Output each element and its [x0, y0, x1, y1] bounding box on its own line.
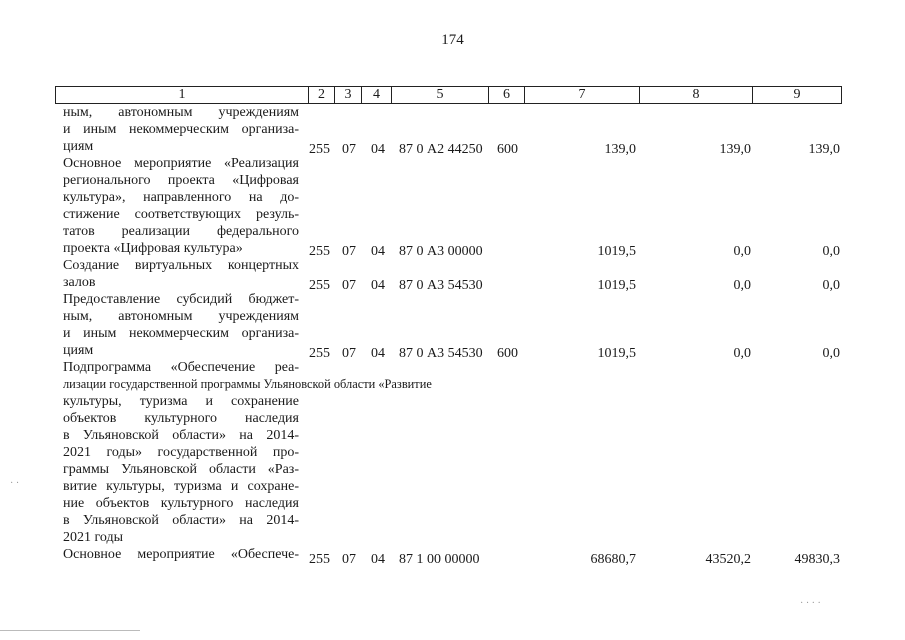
cell-col-7: 1019,5: [597, 346, 636, 361]
header-col-6: 6: [488, 87, 524, 103]
text-line: проекта «Цифровая культура»: [63, 241, 243, 256]
cell-col-2: 255: [309, 552, 330, 567]
cell-col-3: 07: [342, 142, 356, 157]
cell-col-9: 139,0: [808, 142, 840, 157]
cell-col-2: 255: [309, 142, 330, 157]
header-col-4: 4: [361, 87, 391, 103]
header-col-8: 8: [639, 87, 752, 103]
cell-col-8: 0,0: [733, 244, 751, 259]
cell-col-8: 0,0: [733, 278, 751, 293]
text-line: циям: [63, 139, 94, 154]
text-line: ным, автономным учреждениям: [63, 105, 299, 120]
text-line: ние объектов культурного наследия: [63, 496, 299, 511]
text-line: татов реализации федерального: [63, 224, 299, 239]
cell-col-9: 49830,3: [794, 552, 840, 567]
header-col-9: 9: [752, 87, 841, 103]
text-line: Основное мероприятие «Реализация: [63, 156, 299, 171]
cell-col-5: 87 0 А3 54530: [399, 346, 483, 361]
cell-col-8: 43520,2: [705, 552, 751, 567]
cell-col-7: 1019,5: [597, 244, 636, 259]
text-line: циям: [63, 343, 94, 358]
cell-col-5: 87 0 А2 44250: [399, 142, 483, 157]
text-line: культура», направленного на до-: [63, 190, 299, 205]
text-line: регионального проекта «Цифровая: [63, 173, 299, 188]
text-line: в Ульяновской области» на 2014-: [63, 513, 299, 528]
header-col-7: 7: [524, 87, 639, 103]
cell-col-6: 600: [497, 346, 518, 361]
text-line: Предоставление субсидий бюджет-: [63, 292, 299, 307]
cell-col-2: 255: [309, 346, 330, 361]
table-row: [0, 277, 905, 294]
cell-col-9: 0,0: [822, 278, 840, 293]
cell-col-4: 04: [371, 346, 385, 361]
text-line: и иным некоммерческим организа-: [63, 122, 299, 137]
text-line: 2021 годы: [63, 530, 124, 545]
text-line: и иным некоммерческим организа-: [63, 326, 299, 341]
cell-col-2: 255: [309, 244, 330, 259]
text-line: Создание виртуальных концертных: [63, 258, 299, 273]
cell-col-9: 0,0: [822, 346, 840, 361]
cell-col-4: 04: [371, 278, 385, 293]
cell-col-9: 0,0: [822, 244, 840, 259]
text-line: Подпрограмма «Обеспечение реа-: [63, 360, 299, 375]
cell-col-5: 87 1 00 00000: [399, 552, 480, 567]
text-line: стижение соответствующих резуль-: [63, 207, 299, 222]
cell-col-8: 0,0: [733, 346, 751, 361]
cell-col-7: 68680,7: [590, 552, 636, 567]
cell-col-7: 139,0: [604, 142, 636, 157]
text-line: ным, автономным учреждениям: [63, 309, 299, 324]
cell-col-5: 87 0 А3 00000: [399, 244, 483, 259]
cell-col-4: 04: [371, 142, 385, 157]
table-header: [55, 86, 842, 104]
text-line: культуры, туризма и сохранение: [63, 394, 299, 409]
scan-speck: · ·: [10, 478, 20, 489]
cell-col-3: 07: [342, 244, 356, 259]
text-line: граммы Ульяновской области «Раз-: [63, 462, 299, 477]
cell-col-8: 139,0: [719, 142, 751, 157]
header-col-1: 1: [178, 87, 186, 102]
cell-col-4: 04: [371, 552, 385, 567]
header-col-2: 2: [308, 87, 334, 103]
text-line: 2021 годы» государственной про-: [63, 445, 299, 460]
cell-col-3: 07: [342, 278, 356, 293]
scan-edge-line: [0, 630, 140, 631]
cell-col-2: 255: [309, 278, 330, 293]
text-line: лизации государственной программы Ульяновской области «Развитие: [63, 377, 432, 391]
scan-speck: · · · ·: [800, 598, 821, 609]
cell-col-7: 1019,5: [597, 278, 636, 293]
text-line: объектов культурного наследия: [63, 411, 299, 426]
header-col-3: 3: [334, 87, 361, 103]
page-number: 174: [441, 32, 464, 48]
text-line: залов: [63, 275, 96, 290]
text-line: в Ульяновской области» на 2014-: [63, 428, 299, 443]
header-col-5: 5: [391, 87, 488, 103]
text-line: Основное мероприятие «Обеспече-: [63, 547, 299, 562]
table-row: [0, 345, 905, 362]
cell-col-5: 87 0 А3 54530: [399, 278, 483, 293]
cell-col-3: 07: [342, 552, 356, 567]
cell-col-3: 07: [342, 346, 356, 361]
cell-col-6: 600: [497, 142, 518, 157]
table-row: [0, 243, 905, 260]
cell-col-4: 04: [371, 244, 385, 259]
table-row: [0, 551, 905, 568]
text-line: витие культуры, туризма и сохране-: [63, 479, 299, 494]
table-row: [0, 141, 905, 158]
